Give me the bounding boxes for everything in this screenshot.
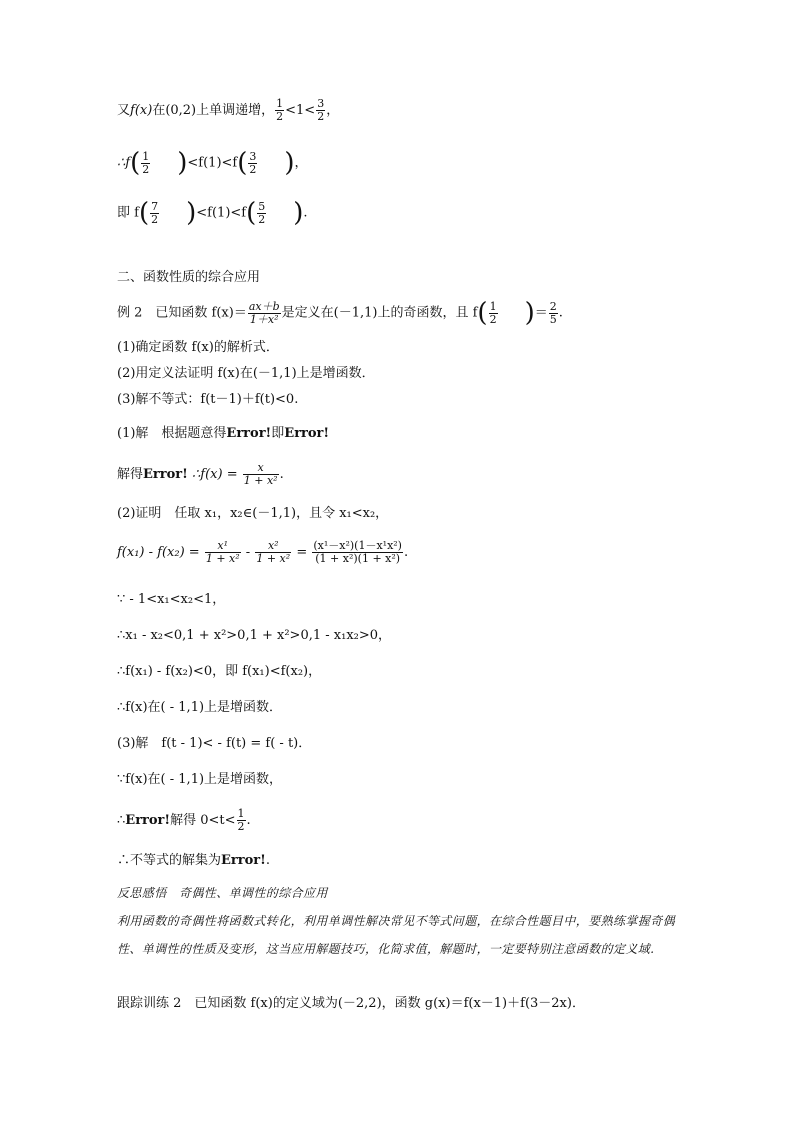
text: . [403, 545, 409, 560]
fraction [248, 151, 257, 176]
text: f(x₁) - f(x₂) = [117, 545, 200, 560]
denominator: 1 + x² [243, 474, 278, 487]
text: (1)解 根据题意得 [117, 426, 227, 441]
proof-line-5: ∴f(x₁) - f(x₂)<0，即 f(x₁)<f(x₂)， [117, 664, 322, 679]
line-monotonic [117, 98, 339, 123]
numerator: 3 [317, 97, 325, 110]
text: 是定义在(－1,1)上的奇函数，且 f [281, 305, 478, 321]
text: 解得 0<t< [170, 813, 236, 828]
text: ∴f [117, 155, 131, 171]
text: <1< [285, 103, 316, 118]
right-paren: ) [177, 148, 188, 178]
denominator: 2 [258, 212, 266, 226]
fraction [316, 98, 325, 123]
numerator: 1 [489, 299, 497, 313]
error-marker: Error! [221, 853, 266, 868]
text: ， [326, 103, 340, 118]
numerator: x² [267, 539, 279, 552]
denominator: 2 [249, 162, 257, 176]
denominator: 1 + x² [205, 552, 240, 565]
text: <f(1)<f [196, 205, 247, 221]
text: . [279, 467, 284, 482]
proof-line-2 [117, 540, 408, 565]
text: ∴f(x) = [192, 467, 238, 482]
numerator: x¹ [217, 539, 229, 552]
denominator: (1 + x²)(1 + x²) [312, 552, 403, 565]
math-fx: f(x) [130, 103, 153, 118]
numerator: 2 [549, 299, 557, 313]
text: ＝ [534, 305, 548, 321]
text: . [265, 853, 270, 868]
solution-1-result [117, 462, 284, 487]
left-paren: ( [477, 298, 488, 328]
denominator: 1 + x² [256, 552, 291, 565]
solution-3: (3)解 f(t - 1)< - f(t) = f( - t)． [117, 736, 312, 751]
solution-3-line-3 [117, 808, 251, 833]
proof-line-6: ∴f(x)在( - 1,1)上是增函数． [117, 700, 283, 715]
section-title: 二、函数性质的综合应用 [117, 270, 261, 285]
fraction [150, 201, 159, 226]
text: ∴ [117, 813, 126, 828]
right-paren: ) [186, 198, 197, 228]
fraction [489, 301, 498, 326]
left-paren: ( [138, 198, 150, 228]
fraction [275, 98, 284, 123]
denominator: 5 [549, 312, 557, 326]
denominator: 2 [489, 312, 497, 326]
denominator: 1＋x² [248, 313, 281, 326]
fraction [248, 301, 281, 326]
question-3: (3)解不等式：f(t－1)＋f(t)<0. [117, 392, 299, 407]
proof-line-3: ∵ - 1<x₁<x₂<1， [117, 592, 226, 607]
fraction [312, 540, 403, 565]
reflection-body: 利用函数的奇偶性将函数式转化，利用单调性解决常见不等式问题，在综合性题目中，要熟练掌握奇偶性、单调性的性质及变形，这当应用解题技巧，化简求值，解题时，一定要特别注意函数的定义域. [117, 914, 676, 956]
numerator: 1 [276, 97, 284, 110]
text: 即 f [117, 205, 139, 221]
proof-line-4: ∴x₁ - x₂<0,1 + x²>0,1 + x²>0,1 - x₁x₂>0， [117, 628, 392, 643]
tracking-exercise-2: 跟踪训练 2 已知函数 f(x)的定义域为(－2,2)，函数 g(x)＝f(x－1)＋f(3－2x)． [117, 996, 585, 1011]
example-2 [117, 300, 563, 326]
text: <f(1)<f [187, 155, 238, 171]
question-2: (2)用定义法证明 f(x)在(－1,1)上是增函数． [117, 366, 375, 381]
numerator: 3 [249, 149, 257, 163]
right-paren: ) [284, 148, 295, 178]
text: ∴不等式的解集为 [117, 853, 222, 868]
left-paren: ( [246, 198, 257, 228]
text: . [246, 813, 251, 828]
text: 解得 [117, 467, 144, 482]
text: 又 [117, 103, 131, 118]
solution-3-line-2: ∵f(x)在( - 1,1)上是增函数， [117, 772, 283, 787]
text: 在(0,2)上单调递增， [152, 103, 275, 118]
denominator: 2 [237, 820, 245, 833]
solution-1 [117, 426, 329, 442]
error-marker: Error! [284, 426, 330, 441]
left-paren: ( [130, 148, 141, 178]
fraction [243, 462, 279, 487]
reflection-title: 反思感悟 奇偶性、单调性的综合应用 [117, 886, 328, 900]
fraction [549, 301, 558, 326]
numerator: ax＋b [248, 299, 280, 313]
text: - [245, 545, 251, 560]
proof-line-1: (2)证明 任取 x₁，x₂∈(－1,1)，且令 x₁<x₂， [117, 506, 389, 521]
numerator: 1 [142, 149, 150, 163]
question-1: (1)确定函数 f(x)的解析式． [117, 340, 279, 355]
text: . [303, 205, 308, 221]
left-paren: ( [237, 148, 248, 178]
text: = [296, 545, 308, 560]
denominator: 2 [151, 212, 159, 226]
text: 例 2 已知函数 f(x)＝ [117, 305, 247, 321]
error-marker: Error! [125, 813, 171, 828]
right-paren: ) [293, 198, 304, 228]
denominator: 2 [317, 110, 325, 123]
denominator: 2 [142, 162, 150, 176]
numerator: 1 [237, 807, 245, 820]
denominator: 2 [276, 110, 284, 123]
text: 即 [271, 426, 285, 441]
fraction [205, 540, 241, 565]
line-namely [117, 200, 308, 226]
numerator: 7 [151, 199, 159, 213]
numerator: x [257, 461, 264, 474]
line-therefore-ineq [117, 150, 308, 176]
numerator: (x¹－x²)(1－x¹x²) [313, 539, 402, 552]
text: . [558, 305, 563, 321]
fraction [255, 540, 291, 565]
text: ， [294, 155, 308, 171]
fraction [237, 808, 246, 833]
fraction [141, 151, 150, 176]
solution-3-result [117, 853, 270, 869]
error-marker: Error! [226, 426, 272, 441]
error-marker: Error! [143, 467, 188, 482]
right-paren: ) [524, 298, 535, 328]
fraction [257, 201, 266, 226]
numerator: 5 [258, 199, 266, 213]
